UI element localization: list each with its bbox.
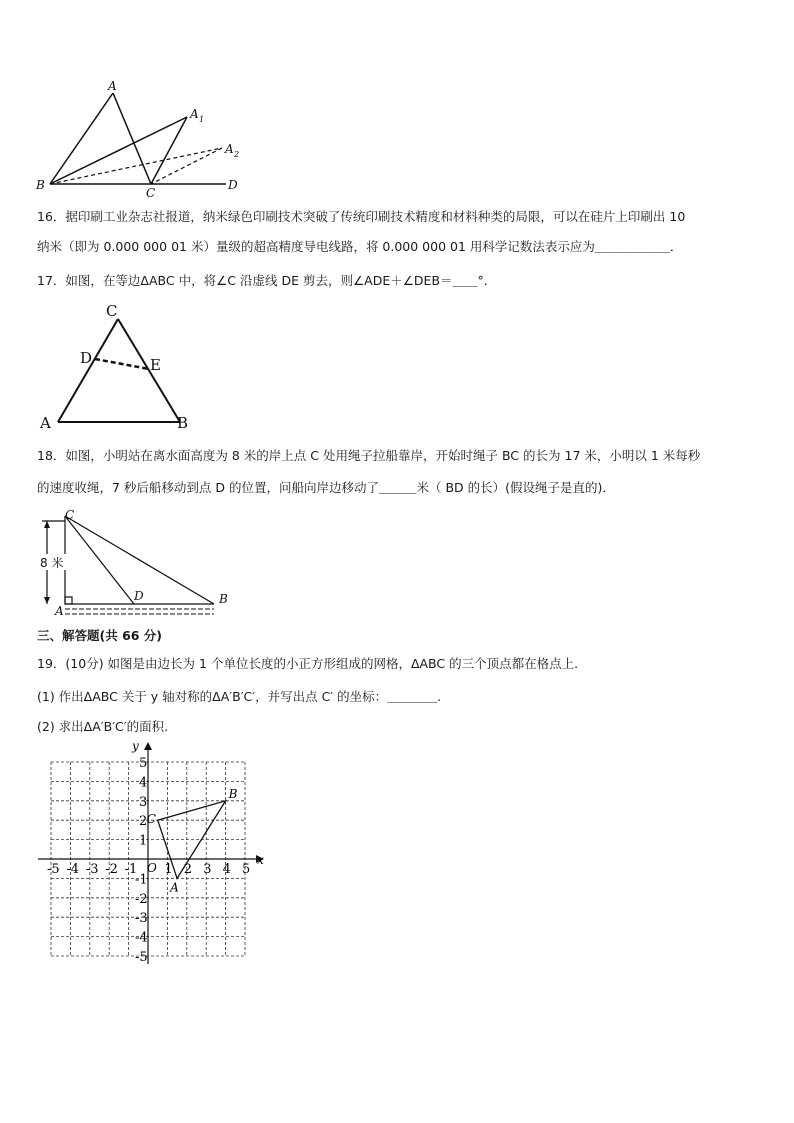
x-tick-label: -4 (66, 862, 80, 877)
label-D: D (80, 349, 93, 367)
y-axis-label: y (132, 739, 139, 753)
figure-q15-triangles (30, 78, 260, 198)
y-tick-label: -1 (135, 872, 148, 888)
label-B: B (36, 178, 45, 192)
label-E: E (150, 356, 161, 374)
label-A1-sub: 1 (199, 115, 205, 124)
origin-label: O (147, 861, 157, 875)
q18-line1: 18．如图，小明站在离水面高度为 8 米的岸上点 C 处用绳子拉船靠岸，开始时绳子 BC 的长为 17 米，小明以 1 米每秒 (37, 448, 701, 463)
label-B: B (219, 592, 228, 606)
y-tick-label: -3 (135, 911, 148, 927)
label-C: C (146, 186, 156, 198)
y-tick-label: 1 (139, 833, 148, 849)
q16-line2: 纳米（即为 0.000 000 01 米）量级的超高精度导电线路，将 0.000 000 01 用科学记数法表示应为＿＿＿＿＿＿． (37, 239, 683, 254)
q17-text: 17．如图，在等边ΔABC 中，将∠C 沿虚线 DE 剪去，则∠ADE＋∠DEB＝＿＿°． (37, 273, 497, 288)
label-height: 8 米 (40, 556, 64, 570)
x-tick-label: -1 (124, 862, 138, 877)
label-A1: A (190, 107, 199, 121)
y-tick-label: 3 (139, 794, 148, 810)
vertex-label-A: A (170, 880, 179, 895)
vertex-label-B: B (228, 786, 238, 801)
y-tick-label: 5 (139, 756, 148, 771)
y-tick-label: -2 (135, 891, 148, 907)
section-title: 三、解答题(共 66 分) (37, 628, 163, 643)
figure-q18-boat (36, 508, 236, 620)
label-C: C (65, 508, 75, 522)
q16-line1: 16．据印刷工业杂志社报道，纳米绿色印刷技术突破了传统印刷技术精度和材料种类的局限，可以在硅片上印刷出 10 (37, 209, 686, 224)
label-A: A (55, 604, 64, 618)
x-tick-label: 3 (203, 862, 212, 877)
x-tick-label: -3 (85, 862, 99, 877)
x-tick-label: -2 (105, 862, 118, 877)
label-B: B (177, 414, 189, 432)
label-A2-sub: 2 (234, 150, 240, 159)
x-axis-label: x (257, 853, 264, 867)
x-tick-label: 4 (222, 862, 231, 877)
label-D: D (228, 178, 238, 192)
x-tick-label: 1 (164, 862, 173, 877)
y-tick-label: 4 (139, 775, 148, 791)
y-tick-label: 2 (139, 814, 148, 830)
y-tick-labels (135, 756, 148, 965)
x-tick-label: 2 (183, 862, 193, 877)
x-tick-label: 5 (242, 862, 251, 877)
q19-part1: (1) 作出ΔABC 关于 y 轴对称的ΔA′B′C′，并写出点 C′ 的坐标：＿＿＿＿. (37, 689, 442, 704)
label-C: C (106, 302, 118, 320)
figure-q17-equilateral (36, 302, 206, 432)
q19-intro: 19．(10分) 如图是由边长为 1 个单位长度的小正方形组成的网格，ΔABC 的三个顶点都在格点上. (37, 656, 579, 671)
figure-q19-grid (30, 736, 270, 968)
y-tick-label: -4 (135, 930, 148, 946)
label-A: A (40, 414, 51, 432)
label-A: A (108, 79, 117, 93)
axes (38, 742, 264, 964)
q19-part2: (2) 求出ΔA′B′C′的面积. (37, 719, 169, 734)
q18-line2: 的速度收绳，7 秒后船移动到点 D 的位置，问船向岸边移动了＿＿＿米（ BD 的长）(假设绳子是直的)． (37, 480, 615, 495)
vertex-label-C: C (146, 812, 156, 827)
x-tick-label: -5 (47, 862, 60, 877)
label-D: D (134, 589, 144, 603)
label-A2: A (225, 142, 234, 156)
y-tick-label: -5 (135, 950, 148, 965)
